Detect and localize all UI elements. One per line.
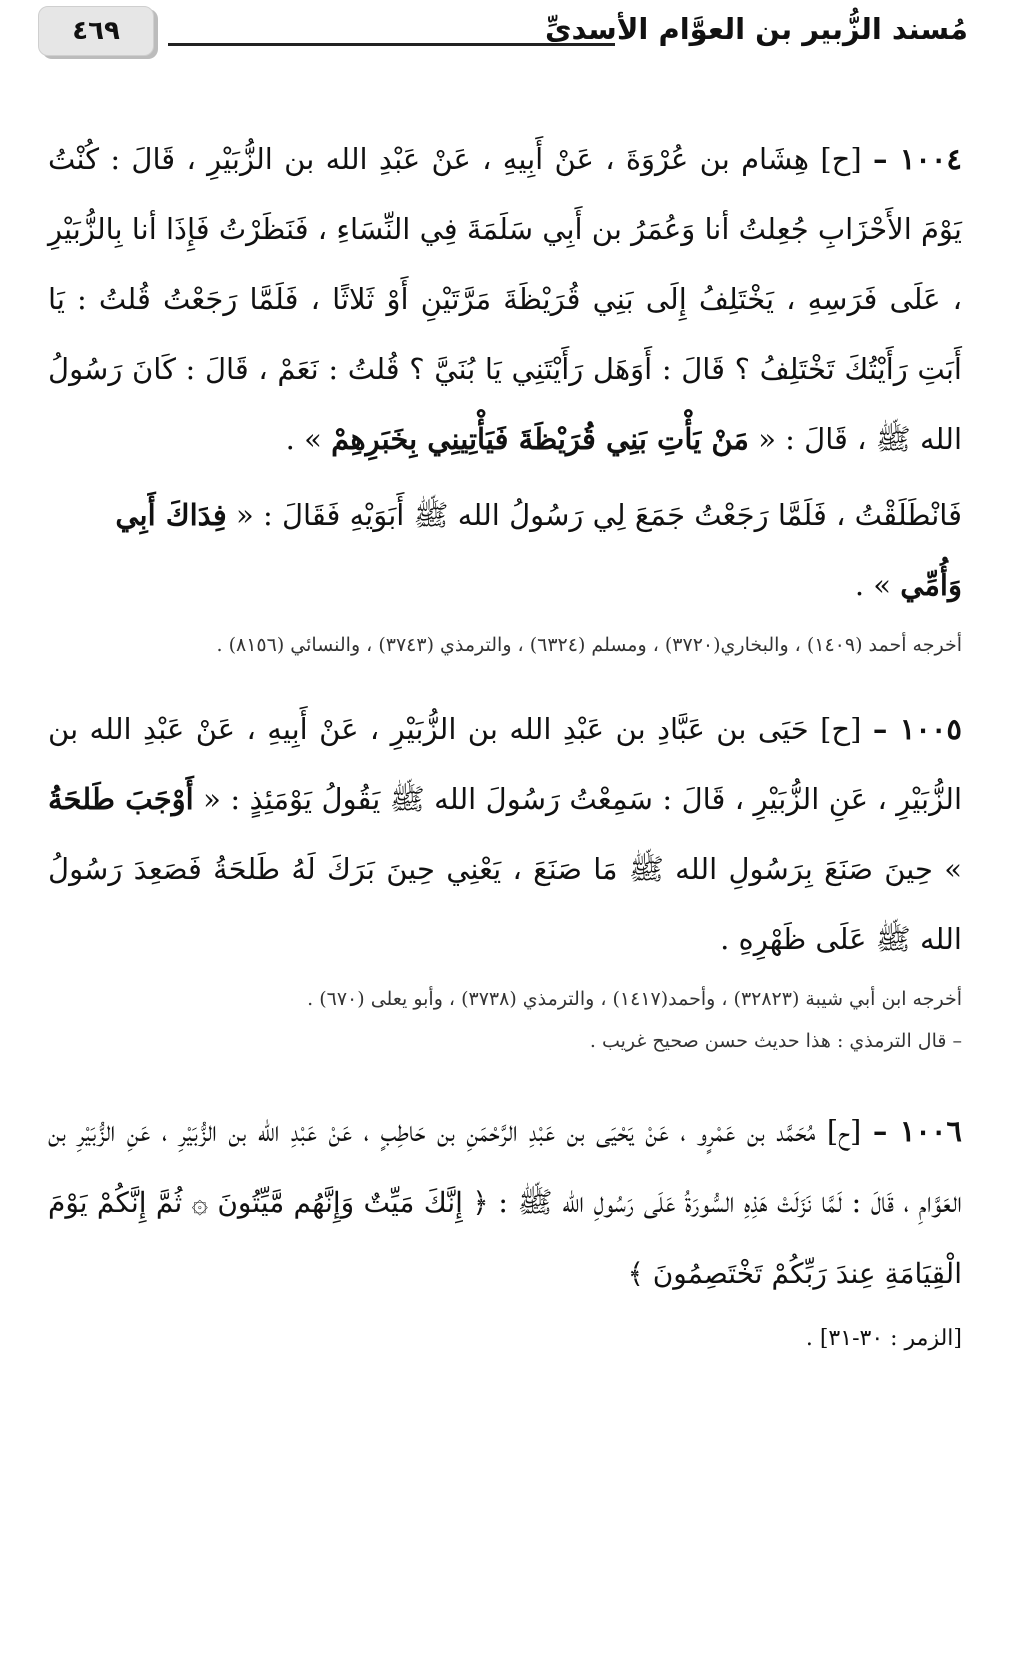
- tirmidhi-note: – قال الترمذي : هذا حديث حسن صحيح غريب .: [589, 1030, 962, 1052]
- hadith-1005: [48, 694, 962, 974]
- hadith-number: ١٠٠٥ –: [872, 712, 962, 746]
- prophetic-saying: مَنْ يَأْتِ بَنِي قُرَيْظَةَ فَيَأْتِينِي بِخَبَرِهِمْ: [331, 422, 749, 456]
- takhrij-1004: أخرجه أحمد (١٤٠٩) ، والبخاري(٣٧٢٠) ، ومسلم (٦٣٢٤) ، والترمذي (٣٧٤٣) ، والنسائي (٨١٥٦) .: [216, 634, 962, 656]
- hadith-number: ١٠٠٤ –: [873, 142, 962, 176]
- hadith-1004: [48, 124, 962, 474]
- running-title: مُسند الزُّبير بن العوَّام الأسديِّ: [544, 12, 968, 46]
- hadith-1006: [48, 1096, 962, 1309]
- hadith-text-end: » .: [285, 422, 322, 456]
- addition-text-end: » .: [854, 568, 891, 602]
- hadith-text: [ح] حَيَى بن عَبَّادِ بن عَبْدِ الله بن الزُّبَيْرِ ، عَنْ أَبِيهِ ، عَنْ عَبْدِ الله بن الزُّبَيْرِ ، عَنِ الزُّبَيْرِ ، قَالَ : سَمِعْتُ رَسُولَ الله ﷺ يَقُولُ يَوْمَئِذٍ : «: [48, 712, 962, 816]
- hadith-text: [ح] هِشَام بن عُرْوَةَ ، عَنْ أَبِيهِ ، عَنْ عَبْدِ الله بن الزُّبَيْرِ ، قَالَ : كُنْتُ يَوْمَ الأَحْزَابِ جُعِلتُ أنا وَعُمَرُ بن أَبِي سَلَمَةَ فِي النِّسَاءِ ، فَنَظَرْتُ فَإِذَا أنا بِالزُّبَيْرِ ، عَلَى فَرَسِهِ ، يَخْتَلِفُ إِلَى بَنِي قُرَيْظَةَ مَرَّتَيْنِ أَوْ ثَلاثًا ، فَلَمَّا رَجَعْتُ قُلتُ : يَا أَبَتِ رَأَيْتُكَ تَخْتَلِفُ ؟ قَالَ : أَوَهَل رَأَيْتَنِي يَا بُنَيَّ ؟ قُلتُ : نَعَمْ ، قَالَ : كَانَ رَسُولُ الله ﷺ ، قَالَ : «: [48, 142, 962, 456]
- quran-verse: ﴿ إِنَّكَ مَيِّتٌ وَإِنَّهُم مَّيِّتُونَ ۞ ثُمَّ إِنَّكُمْ يَوْمَ الْقِيَامَةِ عِندَ رَبِّكُمْ تَخْتَصِمُونَ ﴾: [48, 1186, 962, 1290]
- page-header: [0, 0, 1010, 70]
- surah-reference: [الزمر : ٣٠-٣١] .: [805, 1326, 962, 1351]
- addition-saying: فِدَاكَ أَبِي وَأُمِّي: [115, 498, 962, 602]
- hadith-text-end: » حِينَ صَنَعَ بِرَسُولِ الله ﷺ مَا صَنَعَ ، يَعْنِي حِينَ بَرَكَ لَهُ طَلحَةُ فَصَعِدَ رَسُولُ الله ﷺ عَلَى ظَهْرِهِ .: [48, 852, 962, 956]
- takhrij-1005: أخرجه ابن أبي شيبة (٣٢٨٢٣) ، وأحمد(١٤١٧) ، والترمذي (٣٧٣٨) ، وأبو يعلى (٦٧٠) .: [307, 988, 962, 1010]
- prophetic-saying: أَوْجَبَ طَلحَةُ: [48, 782, 194, 816]
- header-rule: [168, 43, 615, 46]
- page-body: [48, 90, 962, 1369]
- hadith-text: [ح] مُحَمَّد بن عَمْرٍو ، عَنْ يَحْيَى بن عَبْدِ الرَّحْمَنِ بن حَاطِبٍ ، عَنْ عَبْدِ الله بن الزُّبَيْرِ ، عَنِ الزُّبَيْرِ بن العَوَّامِ ، قَالَ : لَمَّا نَزَلَتْ هَذِهِ السُّورَةُ عَلَى رَسُولِ الله ﷺ :: [48, 1114, 962, 1219]
- addition-text: فَانْطَلَقْتُ ، فَلَمَّا رَجَعْتُ جَمَعَ لِي رَسُولُ الله ﷺ أَبَوَيْهِ فَقَالَ : «: [236, 498, 962, 532]
- page-number-badge: ٤٦٩: [38, 6, 154, 56]
- hadith-number: ١٠٠٦ –: [872, 1114, 962, 1148]
- hadith-1004-addition: [48, 480, 962, 620]
